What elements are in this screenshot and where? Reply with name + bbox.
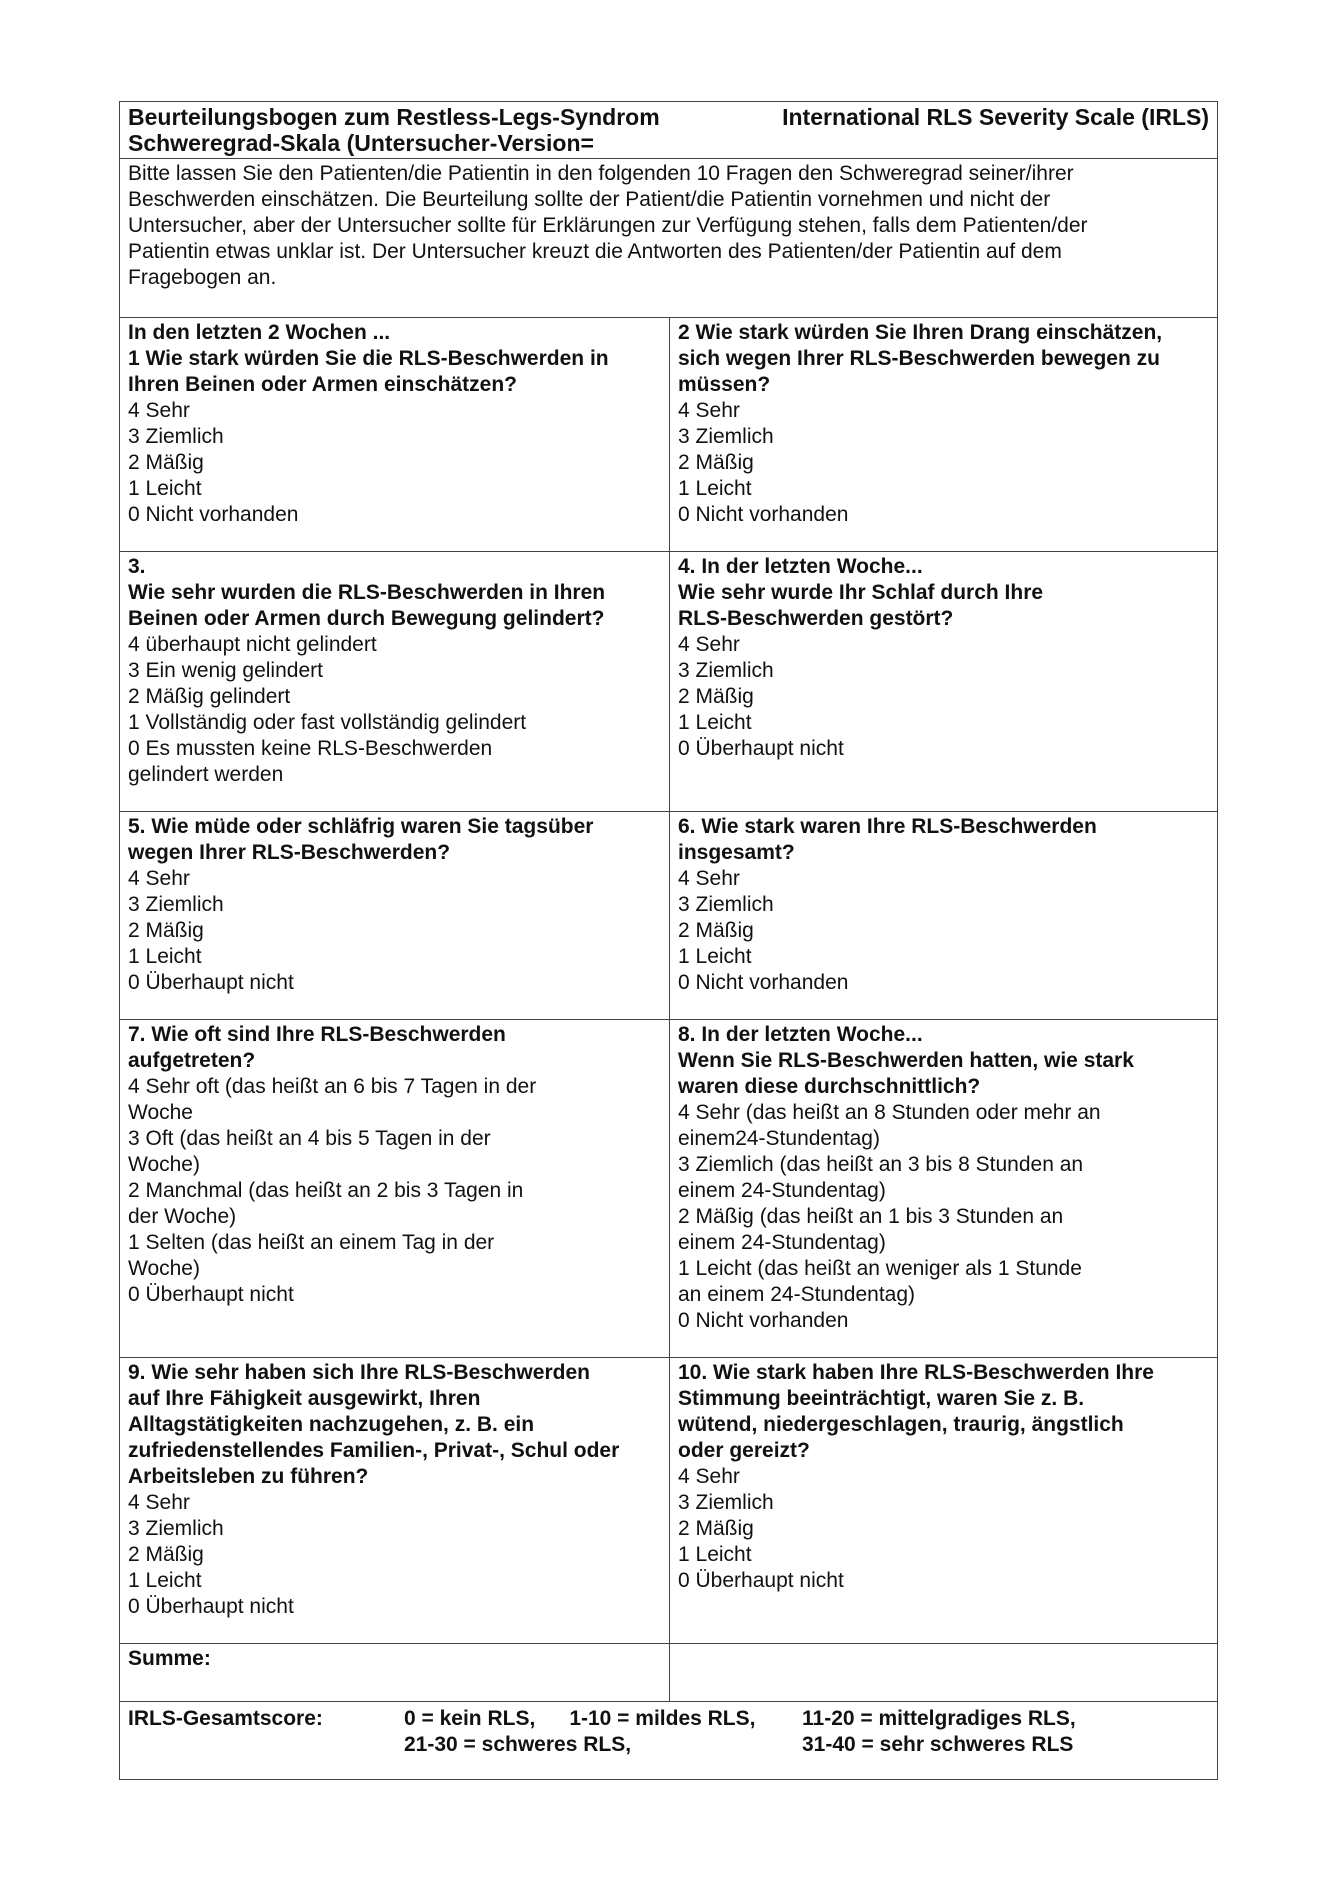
sum-label: Summe:	[120, 1644, 670, 1702]
answer-option[interactable]: 1 Leicht	[128, 477, 202, 500]
score-cell	[120, 1702, 1218, 1780]
answer-option[interactable]: 4 Sehr	[678, 633, 740, 656]
answer-option[interactable]: 4 Sehr	[678, 1465, 740, 1488]
question-heading-line: Ihren Beinen oder Armen einschätzen?	[128, 373, 517, 396]
irls-form-table	[119, 101, 1218, 1780]
question-heading-line: 2 Wie stark würden Sie Ihren Drang einschätzen,	[678, 321, 1163, 344]
answer-option[interactable]: 3 Ziemlich	[678, 1491, 774, 1514]
score-range-11-20: 11-20 = mittelgradiges RLS,	[802, 1707, 1076, 1730]
title-de: Beurteilungsbogen zum Restless-Legs-Syndrom	[128, 104, 660, 130]
sum-value-field[interactable]	[670, 1644, 1218, 1702]
intro-line: Bitte lassen Sie den Patienten/die Patientin in den folgenden 10 Fragen den Schweregrad seiner/ihrer	[128, 162, 1074, 185]
answer-option[interactable]: 4 Sehr oft (das heißt an 6 bis 7 Tagen in der	[128, 1075, 537, 1098]
answer-option[interactable]: 3 Ziemlich	[128, 425, 224, 448]
question-heading-line: Wenn Sie RLS-Beschwerden hatten, wie stark	[678, 1049, 1134, 1072]
question-heading-line: Wie sehr wurde Ihr Schlaf durch Ihre	[678, 581, 1044, 604]
answer-option[interactable]: 3 Oft (das heißt an 4 bis 5 Tagen in der	[128, 1127, 491, 1150]
question-6	[670, 812, 1218, 1020]
title-en: International RLS Severity Scale (IRLS)	[782, 104, 1210, 130]
score-range-group-1	[404, 1706, 802, 1732]
answer-option[interactable]: 2 Mäßig	[678, 1517, 754, 1540]
answer-option[interactable]: 1 Leicht	[678, 1543, 752, 1566]
intro-row	[120, 159, 1218, 318]
answer-option[interactable]: Woche)	[128, 1153, 200, 1176]
question-heading-line: Stimmung beeinträchtigt, waren Sie z. B.	[678, 1387, 1085, 1410]
answer-option[interactable]: an einem 24-Stundentag)	[678, 1283, 915, 1306]
question-1	[120, 318, 670, 552]
question-10	[670, 1358, 1218, 1644]
question-heading-line: 5. Wie müde oder schläfrig waren Sie tagsüber	[128, 815, 594, 838]
question-heading-line: Beinen oder Armen durch Bewegung gelindert?	[128, 607, 605, 630]
question-9	[120, 1358, 670, 1644]
score-line-1	[128, 1706, 1209, 1732]
answer-option[interactable]: 4 Sehr	[128, 867, 190, 890]
question-heading-line: 7. Wie oft sind Ihre RLS-Beschwerden	[128, 1023, 506, 1046]
answer-option[interactable]: 2 Mäßig	[678, 451, 754, 474]
intro-line: Patientin etwas unklar ist. Der Untersucher kreuzt die Antworten des Patienten/der Patientin auf dem	[128, 240, 1062, 263]
answer-option[interactable]: 2 Mäßig	[678, 919, 754, 942]
question-2	[670, 318, 1218, 552]
answer-option[interactable]: 2 Mäßig	[128, 451, 204, 474]
answer-option[interactable]: 2 Mäßig (das heißt an 1 bis 3 Stunden an	[678, 1205, 1064, 1228]
answer-option[interactable]: 2 Mäßig	[128, 919, 204, 942]
answer-option[interactable]: 3 Ziemlich	[678, 659, 774, 682]
question-7	[120, 1020, 670, 1358]
question-row-4	[120, 1020, 1218, 1358]
question-heading-line: 4. In der letzten Woche...	[678, 555, 923, 578]
answer-option[interactable]: Woche)	[128, 1257, 200, 1280]
answer-option[interactable]: 0 Überhaupt nicht	[678, 1569, 844, 1592]
answer-option[interactable]: 1 Leicht	[678, 711, 752, 734]
question-row-1	[120, 318, 1218, 552]
question-row-5	[120, 1358, 1218, 1644]
question-heading-line: 1 Wie stark würden Sie die RLS-Beschwerden in	[128, 347, 609, 370]
answer-option[interactable]: 0 Überhaupt nicht	[678, 737, 844, 760]
answer-option[interactable]: 4 Sehr (das heißt an 8 Stunden oder mehr an	[678, 1101, 1101, 1124]
question-5	[120, 812, 670, 1020]
answer-option[interactable]: einem 24-Stundentag)	[678, 1179, 886, 1202]
answer-option[interactable]: 3 Ziemlich	[678, 425, 774, 448]
question-heading-line: Arbeitsleben zu führen?	[128, 1465, 369, 1488]
question-heading-line: waren diese durchschnittlich?	[678, 1075, 981, 1098]
intro-cell	[120, 159, 1218, 318]
answer-option[interactable]: 1 Leicht	[128, 945, 202, 968]
answer-option[interactable]: 1 Selten (das heißt an einem Tag in der	[128, 1231, 495, 1254]
answer-option[interactable]: 4 Sehr	[128, 399, 190, 422]
question-3	[120, 552, 670, 812]
question-heading-line: wegen Ihrer RLS-Beschwerden?	[128, 841, 451, 864]
score-row	[120, 1702, 1218, 1780]
answer-option[interactable]: 0 Nicht vorhanden	[128, 503, 299, 526]
answer-option[interactable]: 1 Leicht (das heißt an weniger als 1 Stunde	[678, 1257, 1082, 1280]
answer-option[interactable]: 1 Leicht	[678, 477, 752, 500]
answer-option[interactable]: 2 Mäßig	[128, 1543, 204, 1566]
answer-option[interactable]: 0 Überhaupt nicht	[128, 1595, 294, 1618]
intro-line: Untersucher, aber der Untersucher sollte für Erklärungen zur Verfügung stehen, falls dem Patienten/der	[128, 214, 1088, 237]
score-range-1-10: 1-10 = mildes RLS,	[569, 1707, 756, 1730]
answer-option[interactable]: gelindert werden	[128, 763, 284, 786]
score-range-31-40: 31-40 = sehr schweres RLS	[802, 1733, 1074, 1756]
header-row	[120, 102, 1218, 159]
answer-option[interactable]: 4 Sehr	[678, 399, 740, 422]
answer-option[interactable]: 2 Mäßig gelindert	[128, 685, 291, 708]
question-row-3	[120, 812, 1218, 1020]
question-heading-line: 10. Wie stark haben Ihre RLS-Beschwerden Ihre	[678, 1361, 1154, 1384]
question-heading-line: müssen?	[678, 373, 771, 396]
question-heading-line: oder gereizt?	[678, 1439, 810, 1462]
answer-option[interactable]: 1 Vollständig oder fast vollständig gelindert	[128, 711, 527, 734]
question-4	[670, 552, 1218, 812]
question-heading-line: 8. In der letzten Woche...	[678, 1023, 923, 1046]
question-heading-line: Wie sehr wurden die RLS-Beschwerden in Ihren	[128, 581, 606, 604]
question-heading-line: RLS-Beschwerden gestört?	[678, 607, 954, 630]
answer-option[interactable]: Woche	[128, 1101, 193, 1124]
question-heading-line: In den letzten 2 Wochen ...	[128, 321, 391, 344]
answer-option[interactable]: 4 Sehr	[128, 1491, 190, 1514]
answer-option[interactable]: 2 Mäßig	[678, 685, 754, 708]
answer-option[interactable]: 3 Ziemlich	[128, 893, 224, 916]
answer-option[interactable]: 0 Nicht vorhanden	[678, 1309, 849, 1332]
score-range-21-30: 21-30 = schweres RLS,	[404, 1733, 632, 1756]
answer-option[interactable]: 3 Ziemlich	[128, 1517, 224, 1540]
answer-option[interactable]: 2 Manchmal (das heißt an 2 bis 3 Tagen in	[128, 1179, 524, 1202]
answer-option[interactable]: 0 Überhaupt nicht	[128, 971, 294, 994]
question-heading-line: Alltagstätigkeiten nachzugehen, z. B. ein	[128, 1413, 535, 1436]
question-heading-line: insgesamt?	[678, 841, 795, 864]
score-range-0: 0 = kein RLS,	[404, 1707, 536, 1730]
answer-option[interactable]: 0 Es mussten keine RLS-Beschwerden	[128, 737, 493, 760]
answer-option[interactable]: 0 Überhaupt nicht	[128, 1283, 294, 1306]
header-cell	[120, 102, 1218, 159]
answer-option[interactable]: 4 Sehr	[678, 867, 740, 890]
question-heading-line: zufriedenstellendes Familien-, Privat-, Schul oder	[128, 1439, 620, 1462]
answer-option[interactable]: 0 Nicht vorhanden	[678, 971, 849, 994]
answer-option[interactable]: einem24-Stundentag)	[678, 1127, 880, 1150]
question-heading-line: 3.	[128, 555, 146, 578]
answer-option[interactable]: der Woche)	[128, 1205, 237, 1228]
answer-option[interactable]: 3 Ziemlich	[678, 893, 774, 916]
question-heading-line: aufgetreten?	[128, 1049, 256, 1072]
answer-option[interactable]: 3 Ein wenig gelindert	[128, 659, 323, 682]
question-heading-line: auf Ihre Fähigkeit ausgewirkt, Ihren	[128, 1387, 481, 1410]
answer-option[interactable]: 4 überhaupt nicht gelindert	[128, 633, 377, 656]
question-8	[670, 1020, 1218, 1358]
question-heading-line: sich wegen Ihrer RLS-Beschwerden bewegen zu	[678, 347, 1160, 370]
question-heading-line: 6. Wie stark waren Ihre RLS-Beschwerden	[678, 815, 1097, 838]
intro-line: Beschwerden einschätzen. Die Beurteilung sollte der Patient/die Patientin vornehmen und nicht der	[128, 188, 1051, 211]
sum-row	[120, 1644, 1218, 1702]
answer-option[interactable]: 1 Leicht	[128, 1569, 202, 1592]
answer-option[interactable]: 3 Ziemlich (das heißt an 3 bis 8 Stunden an	[678, 1153, 1084, 1176]
question-heading-line: wütend, niedergeschlagen, traurig, ängstlich	[678, 1413, 1124, 1436]
question-heading-line: 9. Wie sehr haben sich Ihre RLS-Beschwerden	[128, 1361, 590, 1384]
subtitle: Schweregrad-Skala (Untersucher-Version=	[128, 130, 594, 156]
title-line	[128, 104, 1209, 130]
question-row-2	[120, 552, 1218, 812]
answer-option[interactable]: 1 Leicht	[678, 945, 752, 968]
answer-option[interactable]: 0 Nicht vorhanden	[678, 503, 849, 526]
score-line-2	[128, 1732, 1209, 1758]
answer-option[interactable]: einem 24-Stundentag)	[678, 1231, 886, 1254]
score-label: IRLS-Gesamtscore:	[128, 1707, 323, 1730]
intro-line: Fragebogen an.	[128, 266, 277, 289]
